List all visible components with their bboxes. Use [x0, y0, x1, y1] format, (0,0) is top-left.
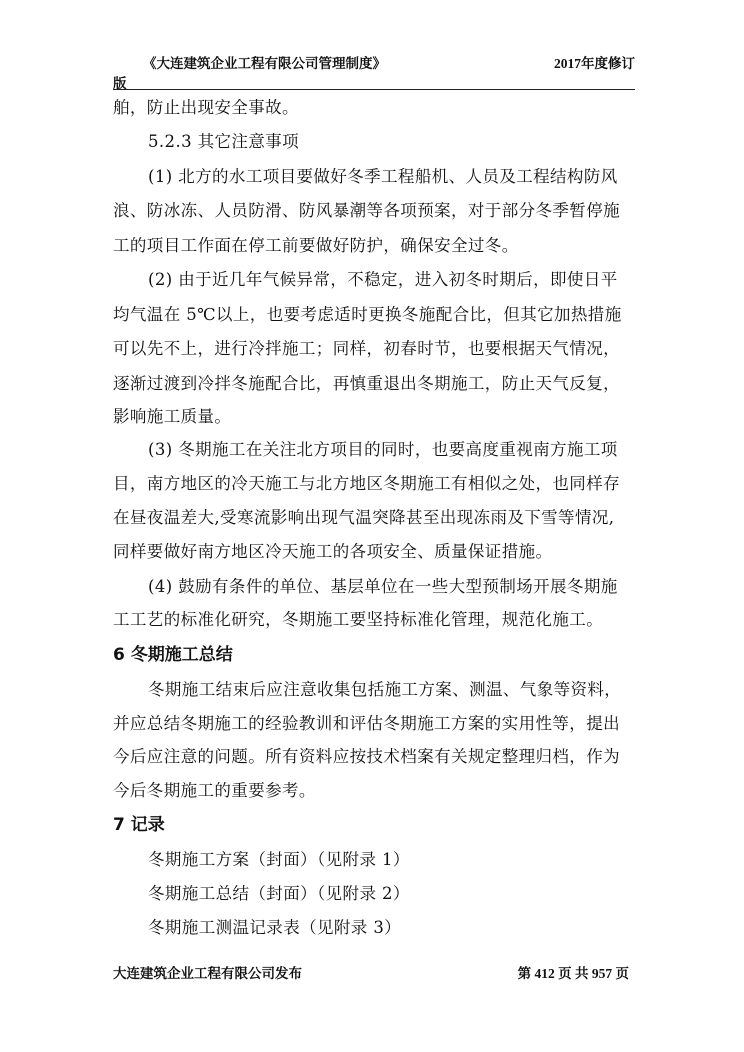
- paragraph-2-line: 逐渐过渡到冷拌冬施配合比，再慎重退出冬期施工，防止天气反复，: [113, 374, 620, 393]
- section-6-line: 今后冬期施工的重要参考。: [113, 781, 316, 800]
- section-6-line: 今后应注意的问题。所有资料应按技术档案有关规定整理归档，作为: [113, 747, 620, 766]
- paragraph-3-line: 在昼夜温差大,受寒流影响出现气温突降甚至出现冻雨及下雪等情况,: [113, 508, 615, 527]
- paragraph-3-line: 同样要做好南方地区冷天施工的各项安全、质量保证措施。: [113, 542, 553, 561]
- header-title: 《大连建筑企业工程有限公司管理制度》: [143, 56, 386, 71]
- paragraph-4-line: (4) 鼓励有条件的单位、基层单位在一些大型预制场开展冬期施: [148, 577, 618, 596]
- section-6-line: 冬期施工结束后应注意收集包括施工方案、测温、气象等资料，: [148, 680, 622, 699]
- paragraph-2-line: 可以先不上，进行冷拌施工；同样，初春时节，也要根据天气情况，: [113, 339, 620, 358]
- section-6-heading: 6 冬期施工总结: [113, 645, 233, 665]
- paragraph-4-line: 工工艺的标准化研究，冬期施工要坚持标准化管理，规范化施工。: [113, 610, 604, 629]
- footer-publisher: 大连建筑企业工程有限公司发布: [113, 966, 302, 981]
- text-line: 舶，防止出现安全事故。: [113, 98, 299, 117]
- paragraph-3-line: 目，南方地区的冷天施工与北方地区冬期施工有相似之处，也同样存: [113, 474, 620, 493]
- footer-page-number: 第 412 页 共 957 页: [517, 966, 629, 981]
- header-divider: [113, 89, 635, 90]
- paragraph-1-line: (1) 北方的水工项目要做好冬季工程船机、人员及工程结构防风: [148, 167, 618, 186]
- record-item: 冬期施工方案（封面）（见附录 1）: [148, 850, 410, 869]
- subsection-heading: 5.2.3 其它注意事项: [148, 132, 300, 151]
- paragraph-2-line: (2) 由于近几年气候异常，不稳定，进入初冬时期后，即使日平: [148, 270, 618, 289]
- section-7-heading: 7 记录: [113, 815, 165, 835]
- header-edition-wrap: 版: [113, 76, 127, 91]
- paragraph-2-line: 影响施工质量。: [113, 407, 232, 426]
- paragraph-3-line: (3) 冬期施工在关注北方项目的同时，也要高度重视南方施工项: [148, 440, 618, 459]
- paragraph-1-line: 工的项目工作面在停工前要做好防护，确保安全过冬。: [113, 236, 519, 255]
- section-6-line: 并应总结冬期施工的经验教训和评估冬期施工方案的实用性等，提出: [113, 714, 620, 733]
- record-item: 冬期施工测温记录表（见附录 3）: [148, 918, 402, 937]
- record-item: 冬期施工总结（封面）（见附录 2）: [148, 884, 410, 903]
- paragraph-1-line: 浪、防冰冻、人员防滑、防风暴潮等各项预案，对于部分冬季暂停施: [113, 201, 620, 220]
- header-edition: 2017年度修订: [554, 56, 635, 71]
- paragraph-2-line: 均气温在 5℃以上，也要考虑适时更换冬施配合比，但其它加热措施: [113, 305, 622, 324]
